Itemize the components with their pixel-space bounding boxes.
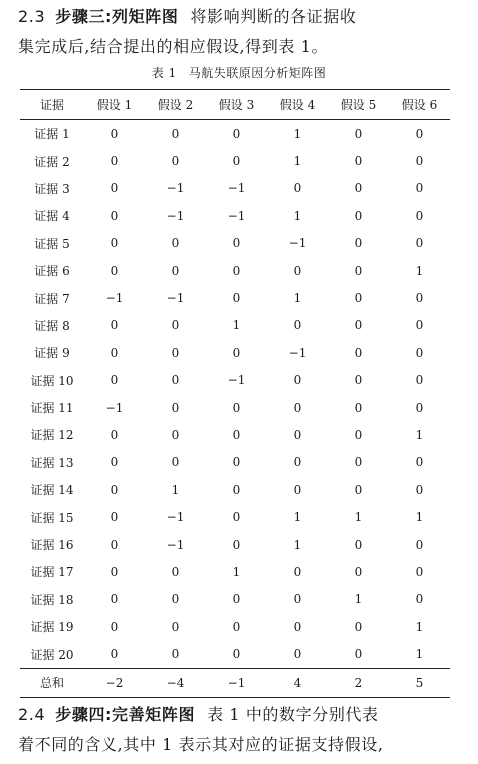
matrix-value-cell: 0 bbox=[415, 455, 424, 470]
matrix-value-cell: 1 bbox=[354, 510, 363, 525]
matrix-value-cell: 0 bbox=[415, 373, 424, 388]
matrix-value-cell: 0 bbox=[415, 592, 424, 607]
matrix-value-cell: −1 bbox=[166, 291, 185, 306]
matrix-value-cell: 0 bbox=[232, 126, 241, 141]
matrix-value-cell: 0 bbox=[171, 263, 180, 278]
matrix-value-cell: 0 bbox=[110, 537, 119, 552]
matrix-value-cell: −1 bbox=[227, 181, 246, 196]
table-row bbox=[20, 640, 450, 668]
matrix-value-cell: 1 bbox=[232, 318, 241, 333]
matrix-value-cell: 0 bbox=[110, 263, 119, 278]
matrix-value-cell: 0 bbox=[354, 537, 363, 552]
matrix-value-cell: 0 bbox=[415, 318, 424, 333]
matrix-value-cell: 1 bbox=[415, 510, 424, 525]
matrix-value-cell: −1 bbox=[227, 373, 246, 388]
matrix-value-cell: 0 bbox=[354, 400, 363, 415]
header-cell: 证据 bbox=[39, 98, 64, 112]
table-total-row bbox=[20, 668, 450, 697]
matrix-value-cell: 0 bbox=[110, 427, 119, 442]
section-number: 2.4 bbox=[18, 705, 46, 724]
table-row bbox=[20, 558, 450, 585]
matrix-value-cell: 0 bbox=[171, 564, 180, 579]
matrix-value-cell: 0 bbox=[110, 619, 119, 634]
table-row bbox=[20, 202, 450, 229]
evidence-label-cell: 证据 18 bbox=[30, 592, 74, 607]
matrix-value-cell: 0 bbox=[232, 455, 241, 470]
matrix-value-cell: 0 bbox=[354, 263, 363, 278]
matrix-value-cell: 0 bbox=[171, 154, 180, 169]
evidence-label-cell: 证据 1 bbox=[34, 127, 70, 142]
evidence-label-cell: 证据 11 bbox=[30, 401, 74, 416]
table-row bbox=[20, 120, 450, 148]
header-cell: 假设 5 bbox=[340, 98, 377, 112]
header-cell: 假设 6 bbox=[401, 98, 438, 112]
matrix-value-cell: 0 bbox=[415, 537, 424, 552]
matrix-value-cell: 0 bbox=[232, 537, 241, 552]
matrix-value-cell: −1 bbox=[105, 291, 124, 306]
matrix-value-cell: 1 bbox=[293, 126, 302, 141]
table-row bbox=[20, 284, 450, 311]
matrix-value-cell: 0 bbox=[110, 318, 119, 333]
matrix-value-cell: 0 bbox=[293, 263, 302, 278]
evidence-label-cell: 证据 7 bbox=[34, 291, 70, 306]
matrix-value-cell: 0 bbox=[293, 564, 302, 579]
matrix-value-cell: 0 bbox=[415, 400, 424, 415]
table-caption-title: 马航失联原因分析矩阵图 bbox=[188, 66, 327, 80]
matrix-value-cell: 0 bbox=[232, 482, 241, 497]
section-2-4-paragraph bbox=[18, 700, 466, 760]
matrix-value-cell: 0 bbox=[171, 427, 180, 442]
matrix-value-cell: 0 bbox=[354, 236, 363, 251]
total-cell: 2 bbox=[354, 675, 363, 690]
matrix-value-cell: 1 bbox=[293, 537, 302, 552]
evidence-label-cell: 证据 17 bbox=[30, 565, 74, 580]
matrix-value-cell: 0 bbox=[171, 373, 180, 388]
table-header-row bbox=[20, 90, 450, 120]
matrix-value-cell: 0 bbox=[171, 318, 180, 333]
paragraph-text: 集完成后,结合提出的相应假设,得到表 1。 bbox=[18, 37, 329, 56]
matrix-value-cell: 0 bbox=[354, 318, 363, 333]
matrix-value-cell: 0 bbox=[232, 510, 241, 525]
matrix-value-cell: 0 bbox=[232, 345, 241, 360]
matrix-value-cell: 1 bbox=[293, 208, 302, 223]
matrix-value-cell: 0 bbox=[232, 400, 241, 415]
matrix-value-cell: 0 bbox=[415, 291, 424, 306]
paragraph-text: 表 1 中的数字分别代表 bbox=[207, 705, 379, 724]
table-row bbox=[20, 531, 450, 558]
table-caption-number: 表 1 bbox=[151, 66, 177, 80]
matrix-value-cell: 0 bbox=[110, 181, 119, 196]
matrix-value-cell: 0 bbox=[293, 455, 302, 470]
matrix-value-cell: 0 bbox=[171, 236, 180, 251]
matrix-value-cell: 0 bbox=[110, 373, 119, 388]
evidence-label-cell: 证据 16 bbox=[30, 538, 74, 553]
table-row bbox=[20, 476, 450, 503]
matrix-value-cell: 0 bbox=[293, 373, 302, 388]
matrix-value-cell: 0 bbox=[171, 619, 180, 634]
matrix-value-cell: 0 bbox=[171, 647, 180, 662]
total-cell: 4 bbox=[293, 675, 302, 690]
evidence-label-cell: 证据 3 bbox=[34, 181, 70, 196]
matrix-value-cell: 0 bbox=[354, 427, 363, 442]
table-row bbox=[20, 147, 450, 174]
table-row bbox=[20, 421, 450, 448]
table-row bbox=[20, 367, 450, 394]
total-cell: −1 bbox=[227, 675, 246, 690]
matrix-value-cell: 0 bbox=[415, 236, 424, 251]
total-cell: −2 bbox=[105, 675, 124, 690]
matrix-value-cell: 0 bbox=[354, 345, 363, 360]
table-row bbox=[20, 449, 450, 476]
header-cell: 假设 3 bbox=[218, 98, 255, 112]
table-row bbox=[20, 613, 450, 640]
matrix-value-cell: 0 bbox=[110, 345, 119, 360]
matrix-value-cell: 1 bbox=[415, 619, 424, 634]
matrix-value-cell: 1 bbox=[293, 510, 302, 525]
matrix-value-cell: 0 bbox=[232, 154, 241, 169]
matrix-value-cell: 0 bbox=[293, 482, 302, 497]
matrix-value-cell: 0 bbox=[354, 373, 363, 388]
matrix-value-cell: 0 bbox=[415, 482, 424, 497]
matrix-value-cell: 0 bbox=[354, 208, 363, 223]
matrix-value-cell: 0 bbox=[354, 619, 363, 634]
matrix-value-cell: 0 bbox=[110, 154, 119, 169]
matrix-value-cell: 0 bbox=[232, 619, 241, 634]
evidence-label-cell: 证据 14 bbox=[30, 483, 74, 498]
table-body bbox=[20, 120, 450, 669]
matrix-value-cell: 0 bbox=[354, 154, 363, 169]
evidence-label-cell: 证据 13 bbox=[30, 455, 74, 470]
table-row bbox=[20, 257, 450, 284]
matrix-value-cell: 1 bbox=[354, 592, 363, 607]
evidence-label-cell: 证据 20 bbox=[30, 647, 74, 662]
evidence-label-cell: 证据 4 bbox=[34, 209, 70, 224]
matrix-value-cell: 0 bbox=[293, 427, 302, 442]
matrix-value-cell: 0 bbox=[415, 345, 424, 360]
total-cell: 总和 bbox=[39, 676, 64, 691]
matrix-value-cell: 0 bbox=[171, 400, 180, 415]
matrix-value-cell: 0 bbox=[110, 208, 119, 223]
matrix-value-cell: 0 bbox=[354, 564, 363, 579]
matrix-value-cell: −1 bbox=[166, 537, 185, 552]
matrix-value-cell: 0 bbox=[171, 455, 180, 470]
matrix-value-cell: −1 bbox=[166, 181, 185, 196]
matrix-value-cell: 1 bbox=[232, 564, 241, 579]
matrix-value-cell: 0 bbox=[293, 619, 302, 634]
matrix-value-cell: −1 bbox=[105, 400, 124, 415]
matrix-value-cell: 0 bbox=[293, 318, 302, 333]
evidence-label-cell: 证据 2 bbox=[34, 154, 70, 169]
matrix-value-cell: 0 bbox=[415, 181, 424, 196]
total-cell: 5 bbox=[415, 675, 424, 690]
matrix-value-cell: −1 bbox=[166, 510, 185, 525]
section-2-3-paragraph bbox=[18, 2, 466, 62]
matrix-value-cell: −1 bbox=[288, 345, 307, 360]
matrix-value-cell: 0 bbox=[293, 400, 302, 415]
table-row bbox=[20, 312, 450, 339]
matrix-value-cell: −1 bbox=[166, 208, 185, 223]
matrix-value-cell: 0 bbox=[415, 154, 424, 169]
matrix-value-cell: 0 bbox=[293, 592, 302, 607]
matrix-value-cell: 0 bbox=[354, 482, 363, 497]
evidence-label-cell: 证据 5 bbox=[34, 236, 70, 251]
matrix-value-cell: 0 bbox=[232, 236, 241, 251]
matrix-value-cell: −1 bbox=[288, 236, 307, 251]
matrix-value-cell: 0 bbox=[232, 427, 241, 442]
matrix-value-cell: 0 bbox=[110, 564, 119, 579]
matrix-value-cell: 1 bbox=[415, 647, 424, 662]
matrix-value-cell: 0 bbox=[354, 126, 363, 141]
matrix-value-cell: 0 bbox=[415, 126, 424, 141]
matrix-value-cell: 0 bbox=[110, 647, 119, 662]
table-row bbox=[20, 175, 450, 202]
table-caption bbox=[0, 64, 478, 81]
matrix-value-cell: 0 bbox=[171, 345, 180, 360]
matrix-value-cell: 0 bbox=[232, 647, 241, 662]
header-cell: 假设 4 bbox=[279, 98, 316, 112]
matrix-value-cell: 0 bbox=[232, 592, 241, 607]
matrix-value-cell: 1 bbox=[293, 154, 302, 169]
matrix-value-cell: 0 bbox=[293, 647, 302, 662]
table-row bbox=[20, 394, 450, 421]
paragraph-text: 着不同的含义,其中 1 表示其对应的证据支持假设, bbox=[18, 735, 384, 754]
matrix-value-cell: 0 bbox=[110, 236, 119, 251]
matrix-value-cell: 0 bbox=[110, 455, 119, 470]
matrix-value-cell: 1 bbox=[171, 482, 180, 497]
matrix-value-cell: 0 bbox=[415, 564, 424, 579]
matrix-value-cell: 0 bbox=[171, 126, 180, 141]
matrix-value-cell: 0 bbox=[354, 455, 363, 470]
evidence-label-cell: 证据 9 bbox=[34, 346, 70, 361]
paragraph-text: 将影响判断的各证据收 bbox=[190, 7, 357, 26]
matrix-value-cell: 0 bbox=[354, 647, 363, 662]
total-cell: −4 bbox=[166, 675, 185, 690]
matrix-value-cell: 0 bbox=[110, 482, 119, 497]
matrix-value-cell: 1 bbox=[293, 291, 302, 306]
section-number: 2.3 bbox=[18, 7, 46, 26]
evidence-label-cell: 证据 15 bbox=[30, 510, 74, 525]
table-row bbox=[20, 503, 450, 530]
matrix-value-cell: 0 bbox=[232, 263, 241, 278]
evidence-label-cell: 证据 8 bbox=[34, 318, 70, 333]
evidence-label-cell: 证据 12 bbox=[30, 428, 74, 443]
table-row bbox=[20, 339, 450, 366]
section-heading: 步骤四:完善矩阵图 bbox=[55, 705, 196, 724]
section-heading: 步骤三:列矩阵图 bbox=[55, 7, 179, 26]
evidence-label-cell: 证据 19 bbox=[30, 620, 74, 635]
header-cell: 假设 2 bbox=[157, 98, 194, 112]
evidence-label-cell: 证据 10 bbox=[30, 373, 74, 388]
matrix-value-cell: 0 bbox=[354, 181, 363, 196]
header-cell: 假设 1 bbox=[96, 98, 133, 112]
table-row bbox=[20, 586, 450, 613]
table-row bbox=[20, 230, 450, 257]
matrix-value-cell: 0 bbox=[232, 291, 241, 306]
matrix-value-cell: −1 bbox=[227, 208, 246, 223]
matrix-value-cell: 1 bbox=[415, 427, 424, 442]
matrix-value-cell: 0 bbox=[110, 510, 119, 525]
evidence-hypothesis-matrix-table bbox=[20, 89, 450, 698]
evidence-label-cell: 证据 6 bbox=[34, 264, 70, 279]
matrix-value-cell: 0 bbox=[415, 208, 424, 223]
matrix-value-cell: 0 bbox=[354, 291, 363, 306]
matrix-value-cell: 0 bbox=[110, 126, 119, 141]
matrix-value-cell: 0 bbox=[110, 592, 119, 607]
matrix-value-cell: 0 bbox=[171, 592, 180, 607]
matrix-value-cell: 1 bbox=[415, 263, 424, 278]
matrix-value-cell: 0 bbox=[293, 181, 302, 196]
